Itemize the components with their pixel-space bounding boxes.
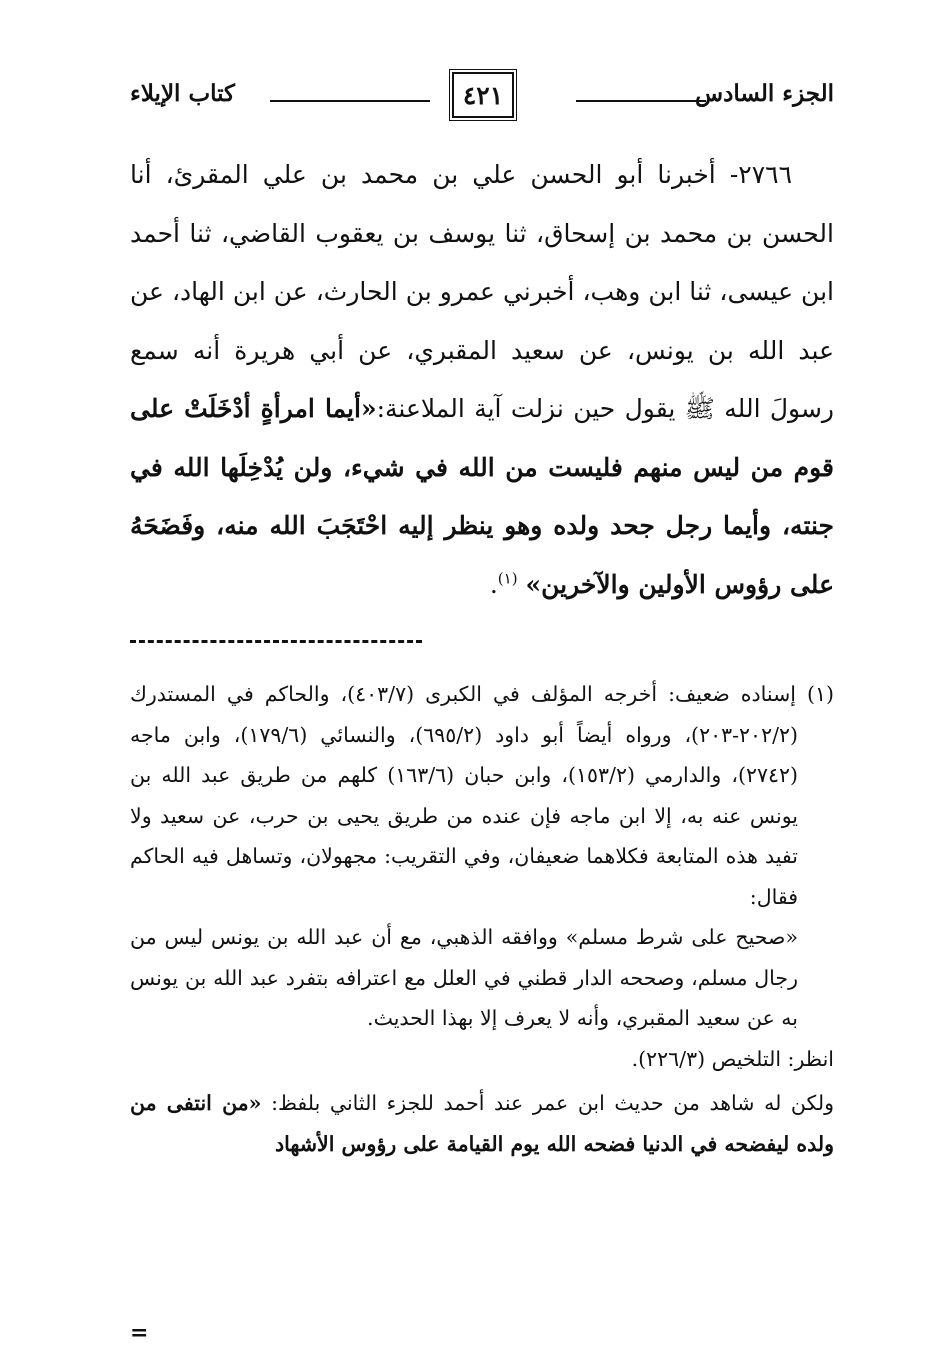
footnote-paragraph-3: انظر: التلخيص (٢٢٦/٣). [631, 1046, 834, 1071]
header-rule-left [270, 100, 430, 102]
footnotes [130, 674, 834, 1164]
page-number-box [452, 72, 514, 118]
header-book-title: كتاب الإيلاء [130, 80, 236, 107]
footnote-paragraph-2: «صحيح على شرط مسلم» ووافقه الذهبي، مع أن عبد الله بن يونس ليس من رجال مسلم، وصححه الدار قطني في العلل مع اعترافه بتفرد عبد الله بن يونس به عن سعيد المقبري، وأنه لا يعرف إلا بهذا الحديث. [130, 925, 798, 1030]
footnote-paragraph-1: (١) إسناده ضعيف: أخرجه المؤلف في الكبرى (٤٠٣/٧)، والحاكم في المستدرك (٢٠٢/٢-٢٠٣)، ورواه أيضاً أبو داود (٦٩٥/٢)، والنسائي (١٧٩/٦)، وابن ماجه (٢٧٤٢)، والدارمي (١٥٣/٢)، وابن حبان (١٦٣/٦) كلهم من طريق عبد الله بن يونس عنه به، إلا ابن ماجه فإن عنده من طريق يحيى بن حرب، عن سعيد ولا تفيد هذه المتابعة فكلاهما ضعيفان، وفي التقريب: مجهولان، وتساهل فيه الحاكم فقال: [130, 682, 834, 909]
hadith-body [130, 146, 834, 614]
hadith-matn: «أيما امرأةٍ أدْخَلَتْ على قوم من ليس منهم فليست من الله في شيء، ولن يُدْخِلَها الله في جنته، وأيما رجل جحد ولده وهو ينظر إليه احْتَجَبَ الله منه، وفَضَحَهُ على رؤوس الأولين والآخرين» [130, 394, 834, 599]
hadith-paragraph [130, 146, 834, 614]
continuation-mark: = [130, 1320, 149, 1346]
hadith-end: . [489, 569, 498, 599]
footnote-witness-text: «من انتفى من ولده ليفضحه في الدنيا فضحه الله يوم القيامة على رؤوس الأشهاد [130, 1091, 834, 1156]
footnote-paragraph-4 [130, 1083, 834, 1164]
footnote-ref: (١) [497, 569, 518, 588]
header-rule-right [576, 100, 706, 102]
running-header [130, 66, 834, 122]
page-number: ٤٢١ [462, 80, 504, 110]
footnote-separator [130, 640, 422, 643]
header-part-title: الجزء السادس [695, 80, 834, 107]
hadith-chain: ٢٧٦٦- أخبرنا أبو الحسن علي بن محمد بن علي المقرئ، أنا الحسن بن محمد بن إسحاق، ثنا يوسف بن يعقوب القاضي، ثنا أحمد ابن عيسى، ثنا ابن وهب، أخبرني عمرو بن الحارث، عن ابن الهاد، عن عبد الله بن يونس، عن سعيد المقبري، عن أبي هريرة أنه سمع رسولَ الله ﷺ يقول حين نزلت آية الملاعنة: [130, 160, 834, 423]
footnote-witness-intro: ولكن له شاهد من حديث ابن عمر عند أحمد للجزء الثاني بلفظ: [261, 1091, 834, 1115]
